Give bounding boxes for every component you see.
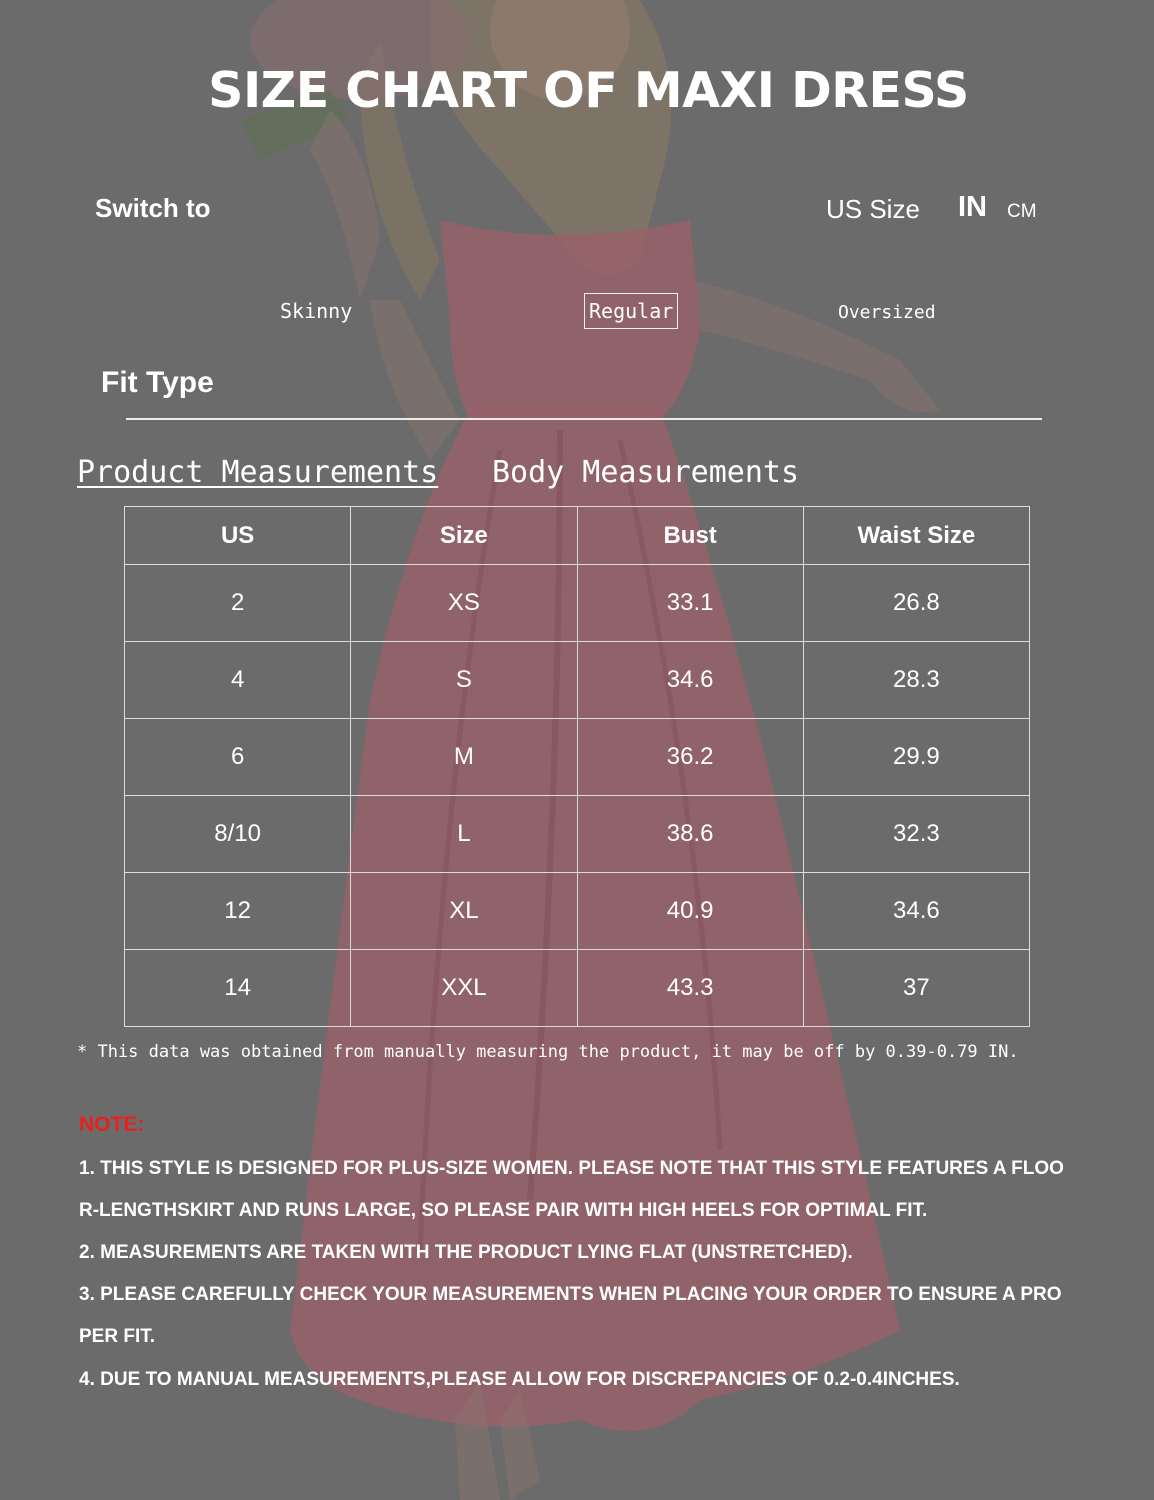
column-header-size: Size — [351, 507, 577, 565]
note-line: 2. MEASUREMENTS ARE TAKEN WITH THE PRODUCT LYING FLAT (UNSTRETCHED). — [79, 1242, 853, 1263]
note-title: NOTE: — [79, 1113, 145, 1136]
cell-us: 4 — [125, 642, 351, 719]
cell-size: S — [351, 642, 577, 719]
cell-us: 8/10 — [125, 796, 351, 873]
note-line: PER FIT. — [79, 1326, 156, 1347]
measurement-footnote: * This data was obtained from manually measuring the product, it may be off by 0.39-0.79 IN. — [77, 1042, 1019, 1062]
cell-us: 6 — [125, 719, 351, 796]
cell-size: XS — [351, 565, 577, 642]
cell-us: 2 — [125, 565, 351, 642]
column-header-us: US — [125, 507, 351, 565]
cell-us: 12 — [125, 873, 351, 950]
note-line: R-LENGTHSKIRT AND RUNS LARGE, SO PLEASE PAIR WITH HIGH HEELS FOR OPTIMAL FIT. — [79, 1200, 928, 1221]
table-row — [125, 565, 1030, 642]
tab-body-measurements[interactable]: Body Measurements — [492, 455, 800, 490]
cell-bust: 33.1 — [577, 565, 803, 642]
note-line: 1. THIS STYLE IS DESIGNED FOR PLUS-SIZE WOMEN. PLEASE NOTE THAT THIS STYLE FEATURES A FLOO — [79, 1158, 1064, 1179]
size-table — [124, 506, 1030, 1027]
cell-waist: 26.8 — [803, 565, 1029, 642]
fit-type-label: Fit Type — [101, 366, 214, 399]
fit-option-oversized[interactable]: Oversized — [838, 302, 936, 323]
cell-bust: 38.6 — [577, 796, 803, 873]
fit-type-divider — [126, 418, 1042, 420]
table-row — [125, 719, 1030, 796]
table-row — [125, 873, 1030, 950]
cell-waist: 28.3 — [803, 642, 1029, 719]
cell-bust: 43.3 — [577, 950, 803, 1027]
table-header-row — [125, 507, 1030, 565]
size-system-selector[interactable]: US Size — [826, 194, 920, 224]
fit-option-regular[interactable]: Regular — [584, 293, 678, 329]
cell-waist: 34.6 — [803, 873, 1029, 950]
note-line: 3. PLEASE CAREFULLY CHECK YOUR MEASUREMENTS WHEN PLACING YOUR ORDER TO ENSURE A PRO — [79, 1284, 1062, 1305]
table-row — [125, 950, 1030, 1027]
fit-option-skinny[interactable]: Skinny — [280, 299, 353, 323]
cell-bust: 40.9 — [577, 873, 803, 950]
cell-waist: 37 — [803, 950, 1029, 1027]
cell-us: 14 — [125, 950, 351, 1027]
column-header-waist: Waist Size — [803, 507, 1029, 565]
note-line: 4. DUE TO MANUAL MEASUREMENTS,PLEASE ALLOW FOR DISCREPANCIES OF 0.2-0.4INCHES. — [79, 1369, 960, 1390]
table-row — [125, 642, 1030, 719]
column-header-bust: Bust — [577, 507, 803, 565]
unit-toggle-cm[interactable]: CM — [1007, 201, 1037, 222]
switch-to-label: Switch to — [95, 193, 211, 223]
table-row — [125, 796, 1030, 873]
cell-waist: 29.9 — [803, 719, 1029, 796]
cell-size: L — [351, 796, 577, 873]
tab-product-measurements[interactable]: Product Measurements — [77, 455, 439, 490]
unit-toggle-in[interactable]: IN — [958, 191, 987, 223]
cell-bust: 34.6 — [577, 642, 803, 719]
page-title: SIZE CHART OF MAXI DRESS — [208, 62, 969, 119]
cell-size: XXL — [351, 950, 577, 1027]
cell-size: XL — [351, 873, 577, 950]
cell-bust: 36.2 — [577, 719, 803, 796]
cell-waist: 32.3 — [803, 796, 1029, 873]
cell-size: M — [351, 719, 577, 796]
